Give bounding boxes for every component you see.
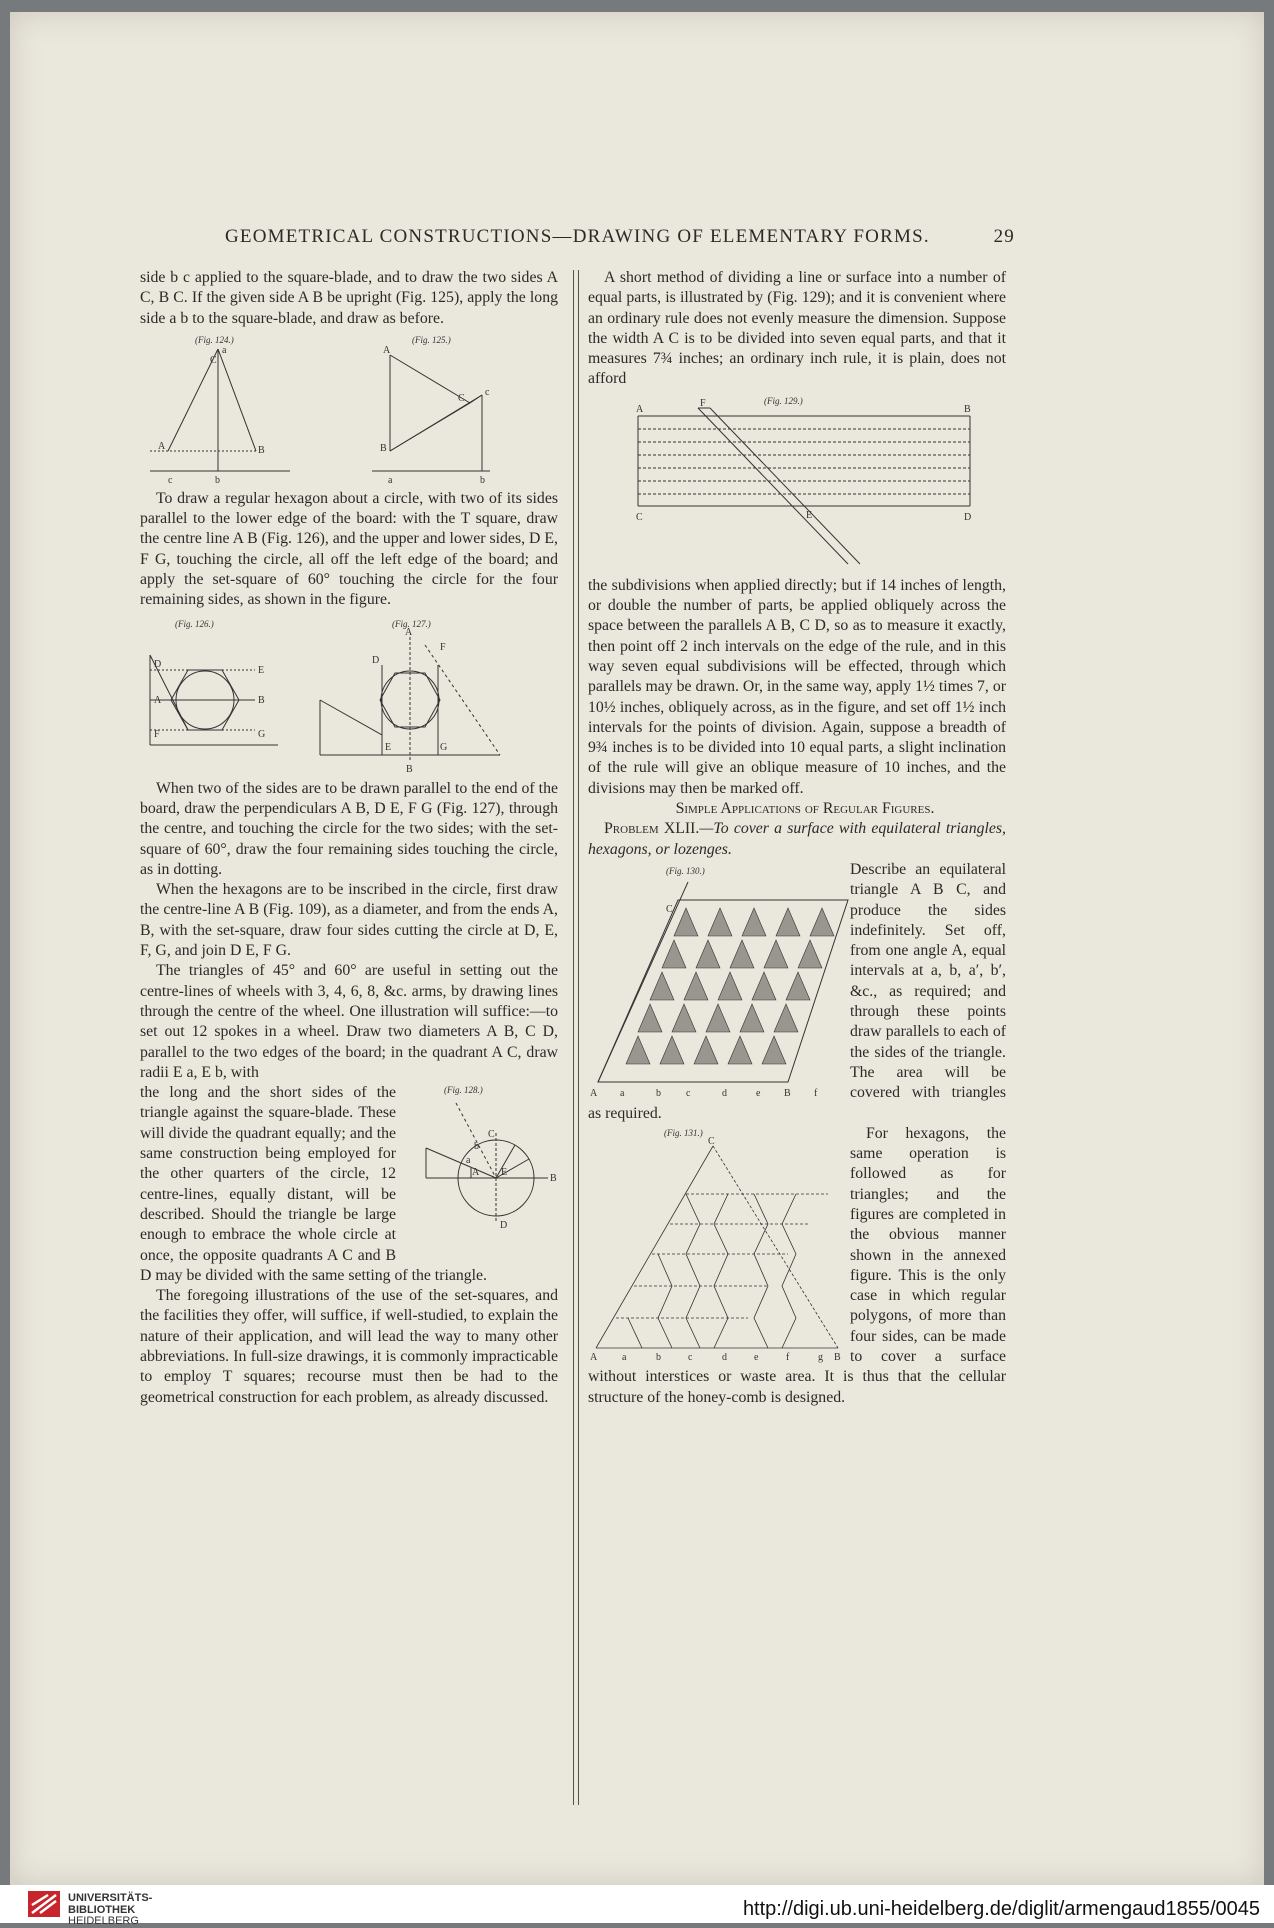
svg-text:E: E <box>258 664 265 676</box>
svg-text:B: B <box>784 1087 791 1099</box>
svg-text:b: b <box>656 1351 661 1363</box>
figure-128 <box>396 1083 558 1258</box>
problem-title: —To cover a surface with equilateral triangles, hexagons, or lozenges. <box>588 820 1006 858</box>
svg-text:G: G <box>440 741 448 753</box>
caption-fig-126: (Fig. 126.) <box>175 618 214 629</box>
svg-text:c: c <box>686 1087 691 1099</box>
library-name-line: UNIVERSITÄTS- <box>68 1892 153 1904</box>
svg-text:g: g <box>818 1351 823 1363</box>
caption-fig-125: (Fig. 125.) <box>412 334 451 345</box>
problem-statement <box>588 819 1006 860</box>
svg-text:c: c <box>485 386 490 398</box>
svg-text:E: E <box>806 509 813 521</box>
paragraph: Describe an equilateral triangle A B C, and produce the sides indefinitely. Set off, from one angle A, equal intervals at a, b, a′, b′, &c., as required; and through these points draw parallels to each of the sides of the triangle. The area will be covered with triangles as required. <box>588 860 1006 1122</box>
svg-text:d: d <box>722 1351 727 1363</box>
fig-130-triangles <box>626 908 834 1064</box>
svg-text:f: f <box>814 1087 818 1099</box>
column-rule <box>573 270 579 1805</box>
svg-text:A: A <box>472 1167 480 1179</box>
problem-label: Problem XLII. <box>604 820 700 838</box>
svg-text:F: F <box>700 397 706 409</box>
section-heading: Simple Applications of Regular Figures. <box>675 800 935 818</box>
paragraph: the subdivisions when applied directly; but if 14 inches of length, or double the number of parts, be applied obliquely across the space between the parallels A B, C D, so as to measure it exactly, then point off 2 inch intervals on the edge of the rule, and in this way seven equal subdivisions will be effected, through which parallels may be drawn. Or, in the same way, apply 1½ times 7, or 10½ inches, obliquely across, as in the figure, and set off 1½ inch intervals for the points of division. Again, suppose a breadth of 9¾ inches is to be divided into 10 equal parts, a slight inclination of the rule will give an oblique measure of 10 inches, and the divisions may then be marked off. <box>588 576 1006 797</box>
library-name <box>68 1893 152 1928</box>
paragraph: When the hexagons are to be inscribed in the circle, first draw the centre-line A B (Fig. 109), as a diameter, and from the ends A, B, with the set-square, draw four sides cutting the circle at D, E, F, G, and join D E, F G. <box>140 881 558 960</box>
running-title: GEOMETRICAL CONSTRUCTIONS—DRAWING OF ELEMENTARY FORMS. <box>225 226 930 247</box>
paragraph: the long and the short sides of the triangle against the square-blade. These will divide the quadrant equally; and the same construction being employed for the other quarters of the circle, 12 centre-lines, equally distant, will be described. Should the triangle be large enough to embrace the whole circle at once, the opposite quadrants A C and B D may be divided with the same setting of the triangle. <box>140 1084 488 1284</box>
svg-text:c: c <box>168 474 173 485</box>
page-number: 29 <box>993 226 1015 247</box>
svg-text:B: B <box>406 763 413 775</box>
figures-124-125 <box>140 333 558 485</box>
svg-text:B: B <box>834 1351 841 1363</box>
paragraph: The triangles of 45° and 60° are useful in setting out the centre-lines of wheels with 3, 4, 6, 8, &c. arms, by drawing lines through the centre of the wheel. One illustration will suffice:—to set out 12 spokes in a wheel. Draw two diameters A B, C D, parallel to the two edges of the board; in the quadrant A C, draw radii E a, E b, with <box>140 962 558 1081</box>
svg-text:b: b <box>656 1087 661 1099</box>
fig-124-diagram <box>150 349 290 471</box>
svg-text:E: E <box>501 1167 508 1179</box>
svg-text:F: F <box>440 641 446 653</box>
fig-125-diagram <box>372 355 490 471</box>
svg-text:B: B <box>380 442 387 454</box>
svg-text:C: C <box>636 511 643 523</box>
fig-131-diagram <box>596 1146 838 1348</box>
figure-130 <box>588 860 850 1102</box>
figures-126-127 <box>140 615 558 775</box>
library-name-line: HEIDELBERG <box>68 1915 139 1927</box>
caption-fig-129: (Fig. 129.) <box>764 395 803 406</box>
right-column <box>588 268 1006 1408</box>
svg-text:B: B <box>550 1173 557 1185</box>
svg-text:B: B <box>964 403 971 415</box>
caption-fig-124: (Fig. 124.) <box>195 334 234 345</box>
svg-text:D: D <box>964 511 972 523</box>
paragraph: side b c applied to the square-blade, and to draw the two sides A C, B C. If the given side A B be upright (Fig. 125), apply the long side a b to the square-blade, and draw as before. <box>140 269 558 327</box>
svg-text:a: a <box>388 474 393 485</box>
fig-128-diagram <box>426 1103 548 1223</box>
library-logo-icon <box>26 1889 62 1919</box>
svg-text:a: a <box>222 344 227 356</box>
svg-text:A: A <box>158 440 166 452</box>
svg-text:d: d <box>722 1087 727 1099</box>
caption-fig-127: (Fig. 127.) <box>392 618 431 629</box>
svg-text:G: G <box>258 728 266 740</box>
svg-text:A: A <box>636 403 644 415</box>
source-url[interactable]: http://digi.ub.uni-heidelberg.de/diglit/armengaud1855/0045 <box>742 1898 1260 1920</box>
svg-text:C: C <box>488 1129 495 1141</box>
caption-fig-128: (Fig. 128.) <box>444 1085 483 1096</box>
paragraph: The foregoing illustrations of the use of the set-squares, and the facilities they offer, will suffice, if well-studied, to explain the nature of their application, and will lead the way to many other abbreviations. In full-size drawings, it is commonly impracticable to employ T squares; recourse must then be had to the geometrical construction for each problem, as already discussed. <box>140 1287 558 1406</box>
svg-text:C: C <box>666 903 673 915</box>
svg-text:C: C <box>708 1135 715 1147</box>
figure-129 <box>588 394 1006 572</box>
svg-text:a: a <box>466 1155 471 1167</box>
svg-text:A: A <box>383 344 391 356</box>
svg-text:a: a <box>620 1087 625 1099</box>
svg-text:A: A <box>590 1351 598 1363</box>
svg-text:B: B <box>258 444 265 456</box>
svg-text:f: f <box>786 1351 790 1363</box>
svg-text:b: b <box>474 1141 479 1153</box>
paragraph: A short method of dividing a line or surface into a number of equal parts, is illustrated by (Fig. 129); and it is convenient where an ordinary rule does not evenly measure the dimension. Suppose the width A C is to be divided into seven equal parts, and that it measures 7¾ inches; an ordinary inch rule, it is plain, does not afford <box>588 269 1006 388</box>
paragraph: When two of the sides are to be drawn parallel to the end of the board, draw the perpendiculars A B, D E, F G (Fig. 127), through the centre, and touching the circle for the two sides; with the set-square of 60°, draw the four remaining sides touching the circle, as in dotting. <box>140 779 558 878</box>
svg-text:C: C <box>458 392 465 404</box>
fig-127-diagram <box>320 637 500 760</box>
figure-131 <box>588 1124 850 1364</box>
svg-text:c: c <box>688 1351 693 1363</box>
svg-text:D: D <box>372 654 380 666</box>
svg-text:b: b <box>480 474 485 485</box>
svg-text:A: A <box>590 1087 598 1099</box>
caption-fig-131: (Fig. 131.) <box>664 1127 703 1138</box>
svg-text:b: b <box>215 474 220 485</box>
svg-text:F: F <box>154 728 160 740</box>
fig-129-diagram <box>638 408 970 564</box>
svg-text:A: A <box>405 626 413 638</box>
svg-text:A: A <box>154 694 162 706</box>
svg-text:E: E <box>385 741 392 753</box>
svg-text:B: B <box>258 694 265 706</box>
paragraph: For hexagons, the same operation is followed as for triangles; and the figures are completed in the obvious manner shown in the annexed figure. This is the only case in which regular polygons, of more than four sides, can be made to cover a surface without interstices or waste area. It is thus that the cellular structure of the honey-comb is designed. <box>588 1124 1006 1406</box>
caption-fig-130: (Fig. 130.) <box>666 865 705 876</box>
paragraph: To draw a regular hexagon about a circle, with two of its sides parallel to the lower edge of the board: with the T square, draw the centre line A B (Fig. 126), and the upper and lower sides, D E, F G, touching the circle, all off the left edge of the board; and apply the set-square of 60° touching the circle for the four remaining sides, as shown in the figure. <box>140 489 558 609</box>
svg-text:C: C <box>210 354 217 366</box>
left-column <box>140 268 558 1408</box>
svg-text:e: e <box>754 1351 759 1363</box>
svg-text:D: D <box>500 1220 508 1232</box>
svg-text:a: a <box>622 1351 627 1363</box>
library-name-line: BIBLIOTHEK <box>68 1903 136 1916</box>
svg-text:D: D <box>154 658 162 670</box>
svg-text:e: e <box>756 1087 761 1099</box>
